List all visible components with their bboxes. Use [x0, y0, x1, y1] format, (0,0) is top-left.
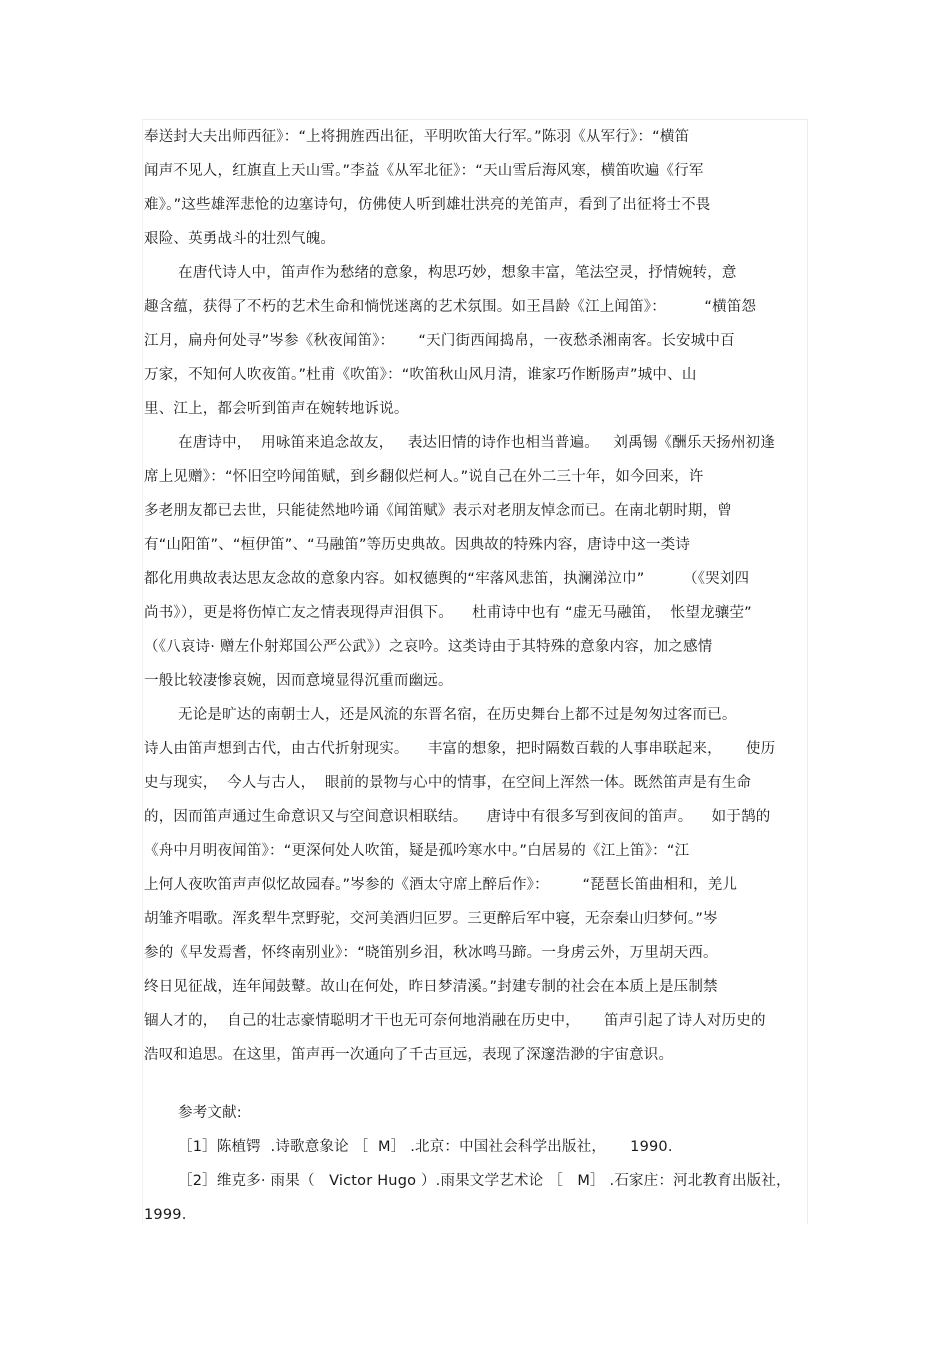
- text-line: 《舟中月明夜闻笛》：“更深何处人吹笛，疑是孤吟寒水中。”白居易的《江上笛》：“江: [144, 843, 690, 859]
- text-line: 有“山阳笛”、“桓伊笛”、“马融笛”等历史典故。因典故的特殊内容，唐诗中这一类诗: [144, 537, 691, 553]
- text-line: 上何人夜吹笛声声似忆故园春。”岑参的《酒太守席上醉后作》： “琵琶长笛曲相和，羌儿: [144, 877, 738, 893]
- text-line: 诗人由笛声想到古代，由古代折射现实。 丰富的想象，把时隔数百载的人事串联起来， 使历: [144, 741, 776, 757]
- reference-item: ［2］维克多· 雨果（ Victor Hugo ）.雨果文学艺术论 ［ M］ .石家庄：河北教育出版社，: [178, 1173, 791, 1189]
- text-line: 万家，不知何人吹夜笛。”杜甫《吹笛》：“吹笛秋山风月清，谁家巧作断肠声”城中、山: [144, 367, 697, 383]
- text-line: 参的《早发焉耆，怀终南别业》：“晓笛别乡泪，秋冰鸣马蹄。一身虏云外，万里胡天西。: [144, 945, 718, 961]
- text-line: 奉送封大夫出师西征》：“上将拥旌西出征，平明吹笛大行军。”陈羽《从军行》：“横笛: [144, 129, 690, 145]
- paragraph-start-line: 在唐诗中， 用咏笛来追念故友， 表达旧情的诗作也相当普遍。 刘禹锡《酬乐天扬州初逢: [178, 435, 776, 451]
- text-line: 艰险、英勇战斗的壮烈气魄。: [144, 231, 336, 247]
- text-line: 锢人才的， 自己的壮志豪情聪明才干也无可奈何地消融在历史中， 笛声引起了诗人对历史的: [144, 1013, 766, 1029]
- text-line: 胡雏齐唱歌。浑炙犁牛烹野驼，交河美酒归叵罗。三更醉后军中寝，无奈秦山归梦何。”岑: [144, 911, 718, 927]
- text-line: 的，因而笛声通过生命意识又与空间意识相联结。 唐诗中有很多写到夜间的笛声。 如于鹄的: [144, 809, 771, 825]
- text-line: 多老朋友都已去世，只能徒然地吟诵《闻笛赋》表示对老朋友悼念而已。在南北朝时期，曾: [144, 503, 732, 519]
- text-line: 尚书》），更是将伤悼亡友之情表现得声泪俱下。 杜甫诗中也有 “虚无马融笛， 怅望龙骧茔”: [144, 605, 752, 621]
- text-line: 都化用典故表达思友念故的意象内容。如权德舆的“牢落风悲笛，执澜涕泣巾” （《哭刘四: [144, 571, 750, 587]
- text-line: 难》。”这些雄浑悲怆的边塞诗句，仿佛使人听到雄壮洪亮的羌笛声，看到了出征将士不畏: [144, 197, 711, 213]
- text-line: 江月，扁舟何处寻”岑参《秋夜闻笛》： “天门街西闻捣帛，一夜愁杀湘南客。长安城中百: [144, 333, 735, 349]
- text-line: 里、江上，都会听到笛声在婉转地诉说。: [144, 401, 409, 417]
- text-line: 史与现实， 今人与古人， 眼前的景物与心中的情事，在空间上浑然一体。既然笛声是有生命: [144, 775, 752, 791]
- reference-item: 1999.: [144, 1207, 187, 1223]
- text-line: 闻声不见人，红旗直上天山雪。”李益《从军北征》：“天山雪后海风寒，横笛吹遍《行军: [144, 163, 704, 179]
- text-line: 趣含蕴，获得了不朽的艺术生命和惝恍迷离的艺术氛围。如王昌龄《江上闻笛》： “横笛怨: [144, 299, 757, 315]
- text-line: 终日见征战，连年闻鼓鼙。故山在何处，昨日梦清溪。”封建专制的社会在本质上是压制禁: [144, 979, 718, 995]
- text-line: 席上见赠》：“怀旧空吟闻笛赋，到乡翻似烂柯人。”说自己在外二三十年，如今回来，许: [144, 469, 704, 485]
- text-line: （《八哀诗· 赠左仆射郑国公严公武》）之哀吟。这类诗由于其特殊的意象内容，加之感情: [144, 639, 713, 655]
- text-line: 浩叹和追思。在这里，笛声再一次通向了千古亘远，表现了深邃浩渺的宇宙意识。: [144, 1047, 674, 1063]
- paragraph-start-line: 在唐代诗人中，笛声作为愁绪的意象，构思巧妙，想象丰富，笔法空灵，抒情婉转，意: [178, 265, 737, 281]
- paragraph-start-line: 无论是旷达的南朝士人，还是风流的东晋名宿，在历史舞台上都不过是匆匆过客而已。: [178, 707, 737, 723]
- reference-item: ［1］陈植锷 .诗歌意象论 ［ M］ .北京：中国社会科学出版社， 1990.: [178, 1139, 673, 1155]
- references-heading: 参考文献:: [178, 1105, 242, 1121]
- text-line: 一般比较凄惨哀婉，因而意境显得沉重而幽远。: [144, 673, 453, 689]
